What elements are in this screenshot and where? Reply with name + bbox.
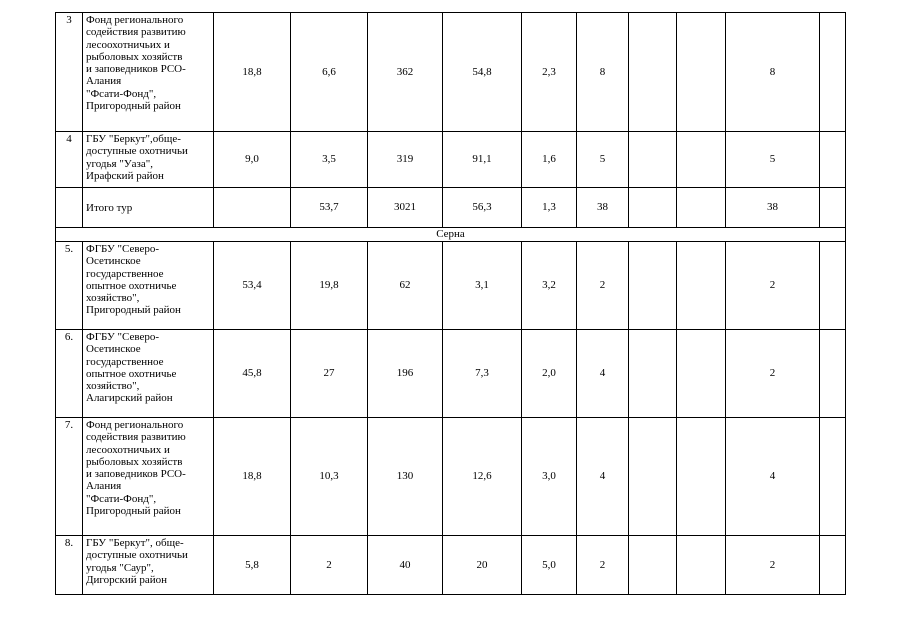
cell: 53,4	[214, 242, 291, 330]
cell: 2,3	[522, 13, 577, 132]
cell: 45,8	[214, 330, 291, 418]
cell	[677, 418, 726, 536]
cell: 8	[726, 13, 820, 132]
cell: 4	[577, 418, 629, 536]
cell: 2	[726, 536, 820, 595]
cell	[629, 330, 677, 418]
row-number: 4	[56, 132, 83, 188]
document-page	[55, 12, 845, 595]
cell: 1,6	[522, 132, 577, 188]
section-title: Серна	[56, 228, 846, 242]
cell	[629, 132, 677, 188]
cell: 18,8	[214, 13, 291, 132]
row-number: 5.	[56, 242, 83, 330]
cell	[629, 536, 677, 595]
cell	[629, 188, 677, 228]
cell: 53,7	[291, 188, 368, 228]
table-row	[56, 242, 846, 330]
cell: 5,0	[522, 536, 577, 595]
cell: 38	[577, 188, 629, 228]
data-table	[55, 12, 846, 595]
cell: 196	[368, 330, 443, 418]
organization-name: Фонд регионального содействия развитию лесоохотничьих и рыболовых хозяйств и заповедников РСО- Алания "Фсати-Фонд", Пригородный район	[83, 418, 214, 536]
cell: 2	[726, 330, 820, 418]
cell: 2	[577, 536, 629, 595]
cell: 91,1	[443, 132, 522, 188]
table-row	[56, 536, 846, 595]
cell: 2,0	[522, 330, 577, 418]
cell: 12,6	[443, 418, 522, 536]
total-row	[56, 188, 846, 228]
cell: 20	[443, 536, 522, 595]
cell: 319	[368, 132, 443, 188]
cell: 6,6	[291, 13, 368, 132]
section-row	[56, 228, 846, 242]
organization-name: Фонд регионального содействия развитию лесоохотничьих и рыболовых хозяйств и заповедников РСО- Алания "Фсати-Фонд", Пригородный район	[83, 13, 214, 132]
organization-name: ФГБУ "Северо- Осетинское государственное опытное охотничье хозяйство", Алагирский район	[83, 330, 214, 418]
cell: 3,0	[522, 418, 577, 536]
cell: 3021	[368, 188, 443, 228]
cell: 5,8	[214, 536, 291, 595]
cell: 130	[368, 418, 443, 536]
table-row	[56, 330, 846, 418]
cell	[820, 242, 846, 330]
cell: 1,3	[522, 188, 577, 228]
cell: 362	[368, 13, 443, 132]
cell	[820, 536, 846, 595]
cell: 3,1	[443, 242, 522, 330]
cell	[820, 13, 846, 132]
table-row	[56, 13, 846, 132]
cell: 2	[291, 536, 368, 595]
cell: 7,3	[443, 330, 522, 418]
cell	[629, 13, 677, 132]
cell: 5	[726, 132, 820, 188]
cell: 4	[726, 418, 820, 536]
cell: 5	[577, 132, 629, 188]
cell	[677, 536, 726, 595]
cell	[677, 330, 726, 418]
cell: 19,8	[291, 242, 368, 330]
cell	[677, 13, 726, 132]
cell: 2	[577, 242, 629, 330]
row-number: 6.	[56, 330, 83, 418]
cell	[677, 242, 726, 330]
cell	[820, 418, 846, 536]
cell	[820, 330, 846, 418]
cell	[820, 132, 846, 188]
cell: 27	[291, 330, 368, 418]
cell: 10,3	[291, 418, 368, 536]
row-number: 7.	[56, 418, 83, 536]
cell	[677, 132, 726, 188]
total-label: Итого тур	[83, 188, 214, 228]
cell	[629, 242, 677, 330]
cell: 8	[577, 13, 629, 132]
cell: 2	[726, 242, 820, 330]
organization-name: ГБУ "Беркут",обще- доступные охотничьи угодья "Уаза", Ирафский район	[83, 132, 214, 188]
organization-name: ФГБУ "Северо- Осетинское государственное опытное охотничье хозяйство", Пригородный район	[83, 242, 214, 330]
cell	[214, 188, 291, 228]
cell: 4	[577, 330, 629, 418]
cell: 40	[368, 536, 443, 595]
cell: 38	[726, 188, 820, 228]
row-number: 3	[56, 13, 83, 132]
cell: 18,8	[214, 418, 291, 536]
cell: 3,5	[291, 132, 368, 188]
row-number: 8.	[56, 536, 83, 595]
cell	[677, 188, 726, 228]
cell: 54,8	[443, 13, 522, 132]
table-row	[56, 132, 846, 188]
organization-name: ГБУ "Беркут", обще- доступные охотничьи угодья "Саур", Дигорский район	[83, 536, 214, 595]
cell: 56,3	[443, 188, 522, 228]
cell: 3,2	[522, 242, 577, 330]
row-number	[56, 188, 83, 228]
cell: 62	[368, 242, 443, 330]
table-row	[56, 418, 846, 536]
cell	[820, 188, 846, 228]
cell: 9,0	[214, 132, 291, 188]
cell	[629, 418, 677, 536]
